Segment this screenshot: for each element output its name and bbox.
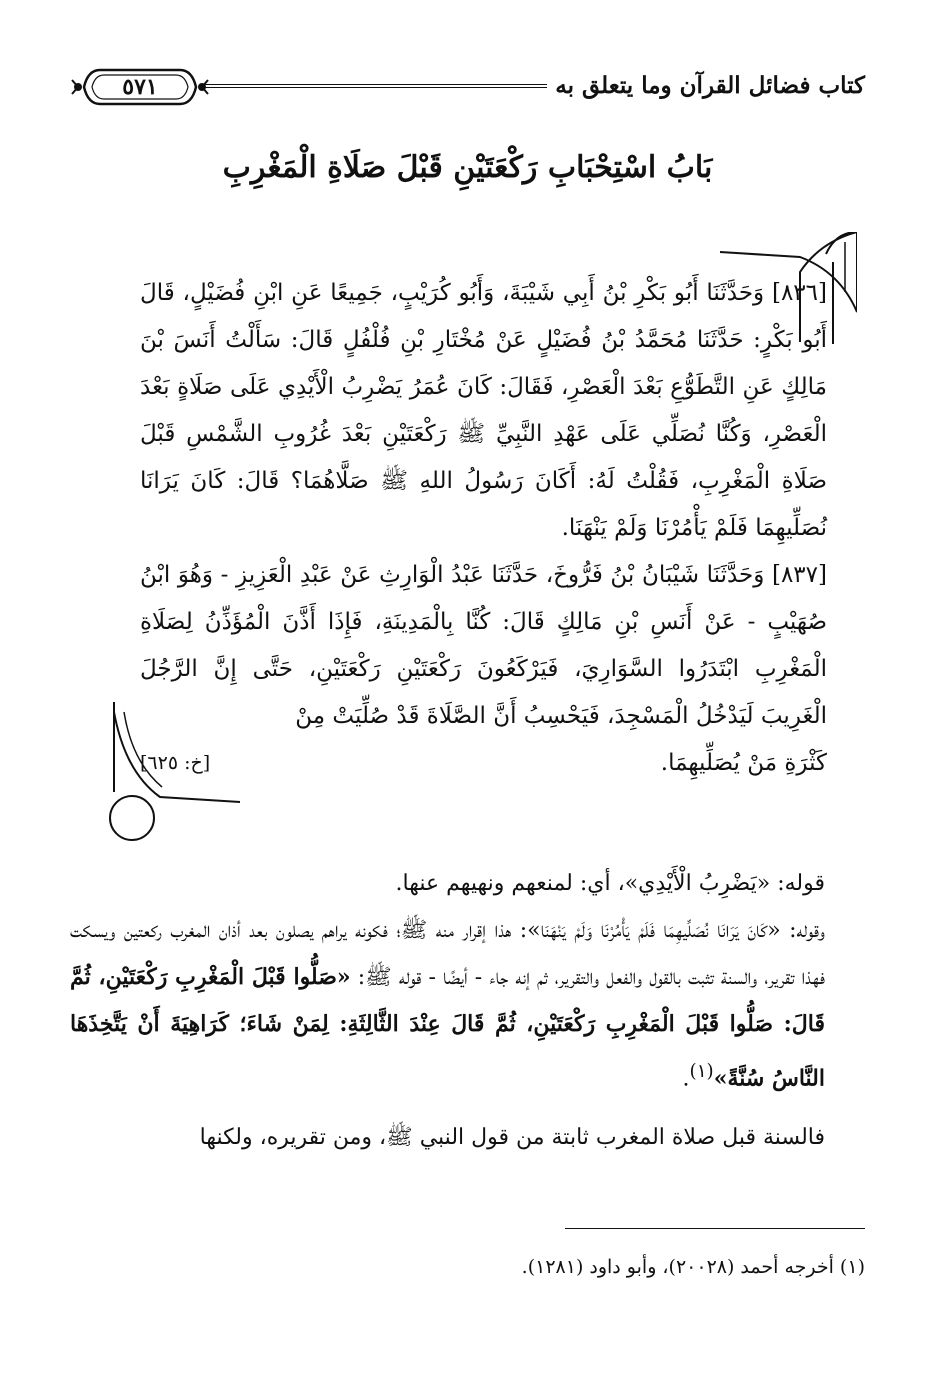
book-title: كتاب فضائل القرآن وما يتعلق به <box>555 72 865 99</box>
hadith-837-ending: كَثْرَةِ مَنْ يُصَلِّيهِمَا. <box>660 750 827 776</box>
page-number: ٥٧١ <box>122 74 158 100</box>
chapter-title: بَابُ اسْتِحْبَابِ رَكْعَتَيْنِ قَبْلَ صَلَاةِ الْمَغْرِبِ <box>222 150 713 185</box>
footnote: (١) أخرجه أحمد (٢٠٠٢٨)، وأبو داود (١٢٨١). <box>521 1256 865 1278</box>
commentary-paragraph-3: فالسنة قبل صلاة المغرب ثابتة من قول النبي ﷺ، ومن تقريره، ولكنها <box>199 1125 825 1151</box>
hadith-quote: «صَلُّوا قَبْلَ الْمَغْرِبِ رَكْعَتَيْنِ، ثُمَّ قَالَ: صَلُّوا قَبْلَ الْمَغْرِبِ رَكْعَتَيْنِ، ثُمَّ قَالَ عِنْدَ الثَّالِثَةِ: لِمَنْ شَاءَ؛ كَرَاهِيَةَ أَنْ يَتَّخِذَهَا النَّاسُ سُنَّةً» <box>70 964 825 1092</box>
hadith-text-block <box>140 270 827 787</box>
hadith-frame <box>100 232 857 844</box>
commentary-paragraph-1: قوله: «يَضْرِبُ الْأَيْدِي»، أي: لمنعهم ونهيهم عنها. <box>395 871 825 896</box>
page-header <box>70 62 865 112</box>
commentary-paragraph-2 <box>70 907 865 1102</box>
page-number-ornament <box>70 62 210 112</box>
hadith-836: [٨٣٦] وَحَدَّثَنَا أَبُو بَكْرِ بْنُ أَبِي شَيْبَةَ، وَأَبُو كُرَيْبٍ، جَمِيعًا عَنِ ابْنِ فُضَيْلٍ، قَالَ أَبُو بَكْرٍ: حَدَّثَنَا مُحَمَّدُ بْنُ فُضَيْلٍ عَنْ مُخْتَارِ بْنِ فُلْفُلٍ قَالَ: سَأَلْتُ أَنَسَ بْنَ مَالِكٍ عَنِ التَّطَوُّعِ بَعْدَ الْعَصْرِ، فَقَالَ: كَانَ عُمَرُ يَضْرِبُ الْأَيْدِي عَلَى صَلَاةٍ بَعْدَ الْعَصْرِ، وَكُنَّا نُصَلِّي عَلَى عَهْدِ النَّبِيِّ ﷺ رَكْعَتَيْنِ بَعْدَ غُرُوبِ الشَّمْسِ قَبْلَ صَلَاةِ الْمَغْرِبِ، فَقُلْتُ لَهُ: أَكَانَ رَسُولُ اللهِ ﷺ صَلَّاهُمَا؟ قَالَ: كَانَ يَرَانَا نُصَلِّيهِمَا فَلَمْ يَأْمُرْنَا وَلَمْ يَنْهَنَا. <box>140 280 827 541</box>
header-rule <box>205 84 547 88</box>
hadith-837-last-line <box>140 740 827 787</box>
footnote-marker[interactable]: (١) <box>689 1061 714 1082</box>
hadith-837: [٨٣٧] وَحَدَّثَنَا شَيْبَانُ بْنُ فَرُّوخَ، حَدَّثَنَا عَبْدُ الْوَارِثِ عَنْ عَبْدِ الْعَزِيزِ - وَهُوَ ابْنُ صُهَيْبٍ - عَنْ أَنَسِ بْنِ مَالِكٍ قَالَ: كُنَّا بِالْمَدِينَةِ، فَإِذَا أَذَّنَ الْمُؤَذِّنُ لِصَلَاةِ الْمَغْرِبِ ابْتَدَرُوا السَّوَارِيَ، فَيَرْكَعُونَ رَكْعَتَيْنِ رَكْعَتَيْنِ، حَتَّى إِنَّ الرَّجُلَ الْغَرِيبَ لَيَدْخُلُ الْمَسْجِدَ، فَيَحْسِبُ أَنَّ الصَّلَاةَ قَدْ صُلِّيَتْ مِنْ <box>140 562 827 729</box>
bukhari-reference: [خ: ٦٢٥] <box>140 752 211 774</box>
commentary-paragraph-2-text: وقوله: «كَانَ يَرَانَا نُصَلِّيهِمَا فَلَمْ يَأْمُرْنَا وَلَمْ يَنْهَنَا»: هذا إقرار منه ﷺ؛ فكونه يراهم يصلون بعد أذان المغرب ركعتين ويسكت فهذا تقرير، والسنة تثبت بالقول والفعل والتقرير، ثم إنه جاء - أيضًا - قوله ﷺ: <box>70 918 826 990</box>
commentary-paragraph-2-end: . <box>682 1066 690 1092</box>
commentary <box>70 860 865 1161</box>
footnote-divider <box>565 1228 865 1229</box>
